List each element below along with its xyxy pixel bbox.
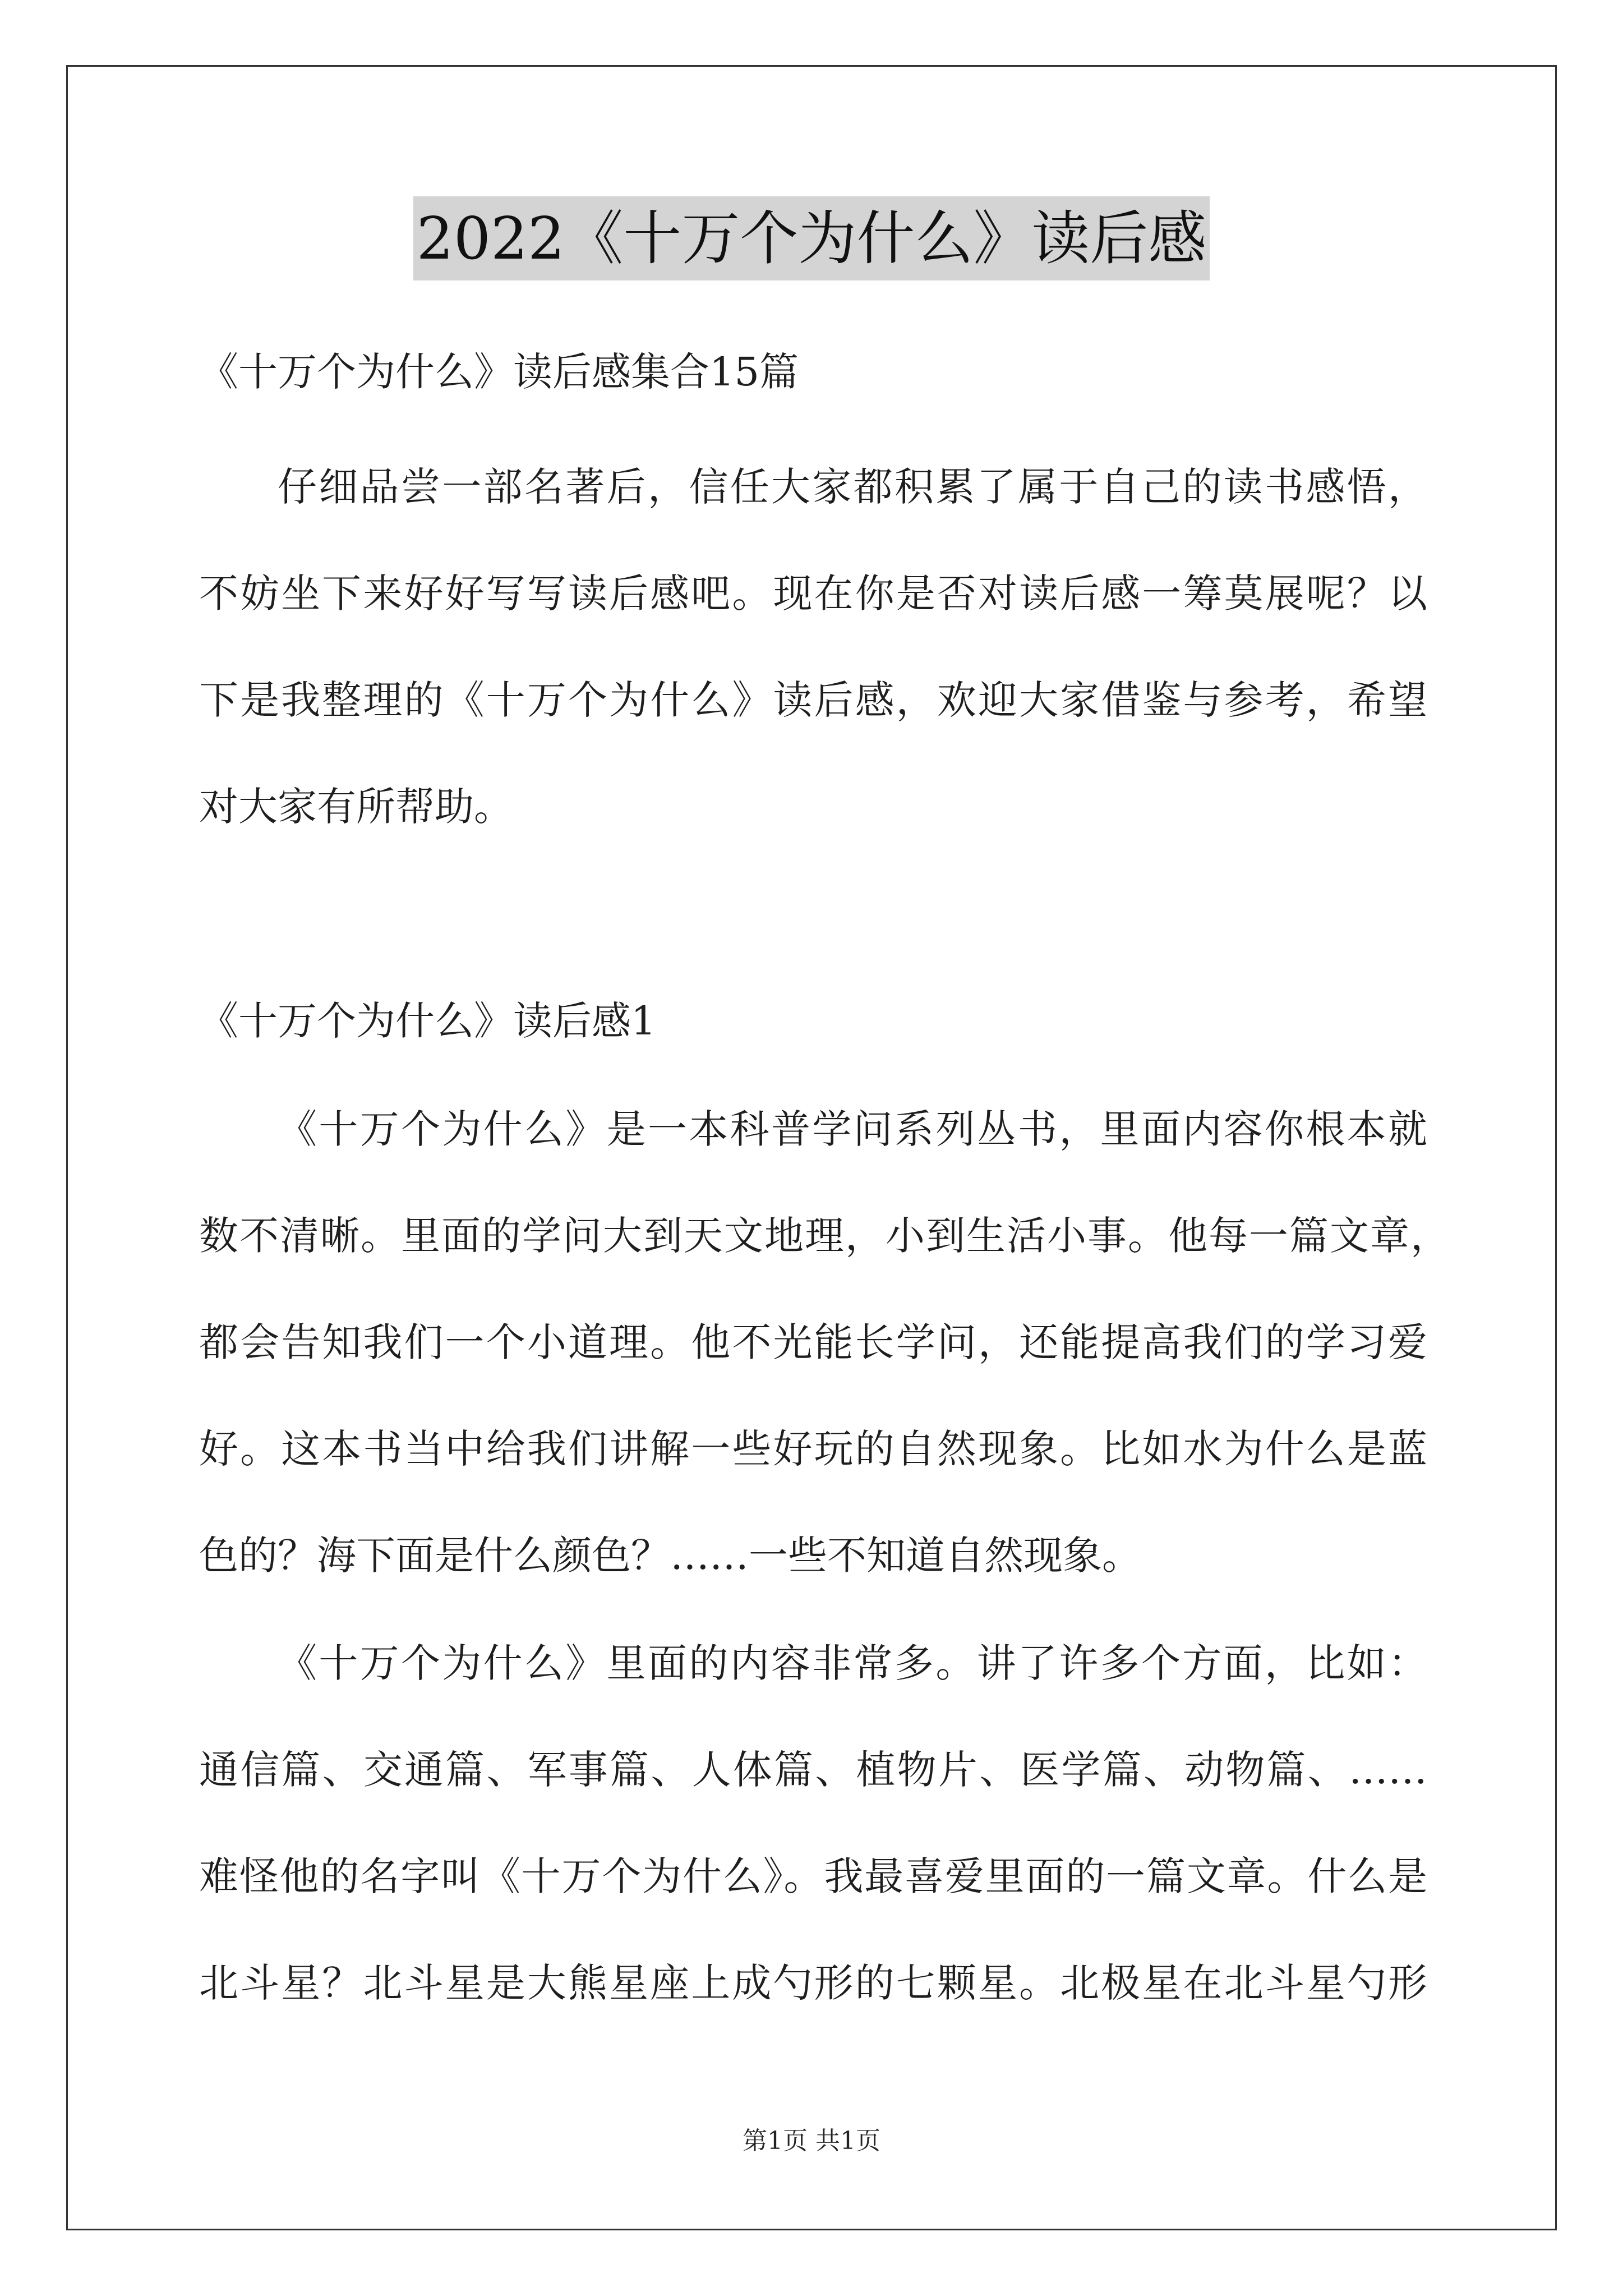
body-line: 都会告知我们一个小道理。他不光能长学问，还能提高我们的学习爱 <box>199 1319 1427 1365</box>
body-line: 通信篇、交通篇、军事篇、人体篇、植物片、医学篇、动物篇、…… <box>199 1747 1427 1793</box>
body-line: 数不清晰。里面的学问大到天文地理，小到生活小事。他每一篇文章， <box>199 1213 1450 1259</box>
page-footer: 第1页 共1页 <box>743 2127 880 2155</box>
title-container <box>0 196 1623 280</box>
section-heading: 《十万个为什么》读后感1 <box>199 998 656 1044</box>
body-line: 色的？海下面是什么颜色？……一些不知道自然现象。 <box>199 1533 1141 1579</box>
intro-line: 不妨坐下来好好写写读后感吧。现在你是否对读后感一筹莫展呢？以 <box>199 570 1427 616</box>
intro-line: 下是我整理的《十万个为什么》读后感，欢迎大家借鉴与参考，希望 <box>199 677 1427 723</box>
body-line: 难怪他的名字叫《十万个为什么》。我最喜爱里面的一篇文章。什么是 <box>199 1853 1427 1899</box>
document-title: 2022《十万个为什么》读后感 <box>413 196 1210 280</box>
intro-line: 仔细品尝一部名著后，信任大家都积累了属于自己的读书感悟， <box>278 464 1427 510</box>
document-subtitle: 《十万个为什么》读后感集合15篇 <box>199 349 799 395</box>
body-line: 《十万个为什么》是一本科普学问系列丛书，里面内容你根本就 <box>278 1106 1427 1152</box>
intro-line: 对大家有所帮助。 <box>199 784 513 830</box>
body-line: 《十万个为什么》里面的内容非常多。讲了许多个方面，比如： <box>278 1640 1427 1686</box>
body-line: 好。这本书当中给我们讲解一些好玩的自然现象。比如水为什么是蓝 <box>199 1426 1427 1472</box>
body-line: 北斗星？北斗星是大熊星座上成勺形的七颗星。北极星在北斗星勺形 <box>199 1960 1427 2006</box>
